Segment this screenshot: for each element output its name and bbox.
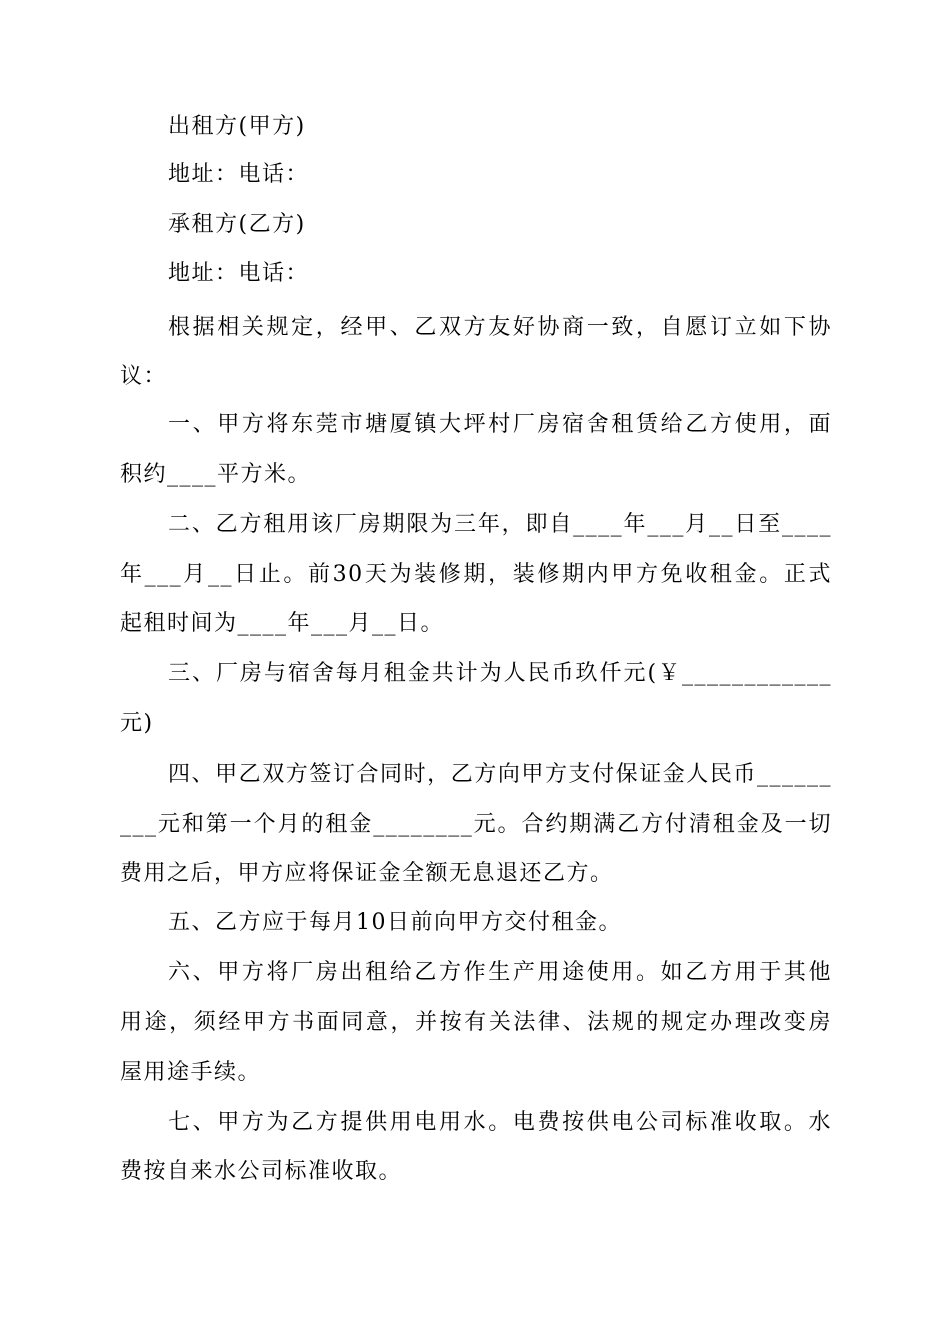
lessee-address-phone: 地址：电话： — [168, 261, 310, 286]
clause-6-line-3: 屋用途手续。 — [120, 1060, 262, 1085]
clause-4-line-1: 四、甲乙双方签订合同时，乙方向甲方支付保证金人民币______ — [168, 762, 832, 787]
clause-6-line-2: 用途，须经甲方书面同意，并按有关法律、法规的规定办理改变房 — [120, 1010, 832, 1035]
clause-7-line-2: 费按自来水公司标准收取。 — [120, 1159, 403, 1184]
clause-3-line-1: 三、厂房与宿舍每月租金共计为人民币玖仟元(￥____________ — [168, 661, 832, 686]
clause-7-line-1: 七、甲方为乙方提供用电用水。电费按供电公司标准收取。水 — [168, 1110, 832, 1135]
clause-1-line-2: 积约____平方米。 — [120, 462, 312, 487]
clause-4-line-2: ___元和第一个月的租金________元。合约期满乙方付清租金及一切 — [120, 812, 832, 837]
lessee-heading: 承租方(乙方) — [168, 212, 306, 237]
preamble-line-1: 根据相关规定，经甲、乙双方友好协商一致，自愿订立如下协 — [168, 315, 832, 340]
lessor-heading: 出租方(甲方) — [168, 114, 306, 139]
clause-2-line-1: 二、乙方租用该厂房期限为三年，即自____年___月__日至____ — [168, 512, 832, 537]
clause-2-line-2: 年___月__日止。前30天为装修期，装修期内甲方免收租金。正式 — [120, 562, 832, 587]
clause-4-line-3: 费用之后，甲方应将保证金全额无息退还乙方。 — [120, 861, 614, 886]
clause-3-line-2: 元) — [120, 711, 154, 736]
clause-6-line-1: 六、甲方将厂房出租给乙方作生产用途使用。如乙方用于其他 — [168, 960, 832, 985]
clause-5: 五、乙方应于每月10日前向甲方交付租金。 — [168, 910, 622, 935]
preamble-line-2: 议： — [120, 364, 168, 389]
clause-1-line-1: 一、甲方将东莞市塘厦镇大坪村厂房宿舍租赁给乙方使用，面 — [168, 412, 832, 437]
lessor-address-phone: 地址：电话： — [168, 162, 310, 187]
clause-2-line-3: 起租时间为____年___月__日。 — [120, 611, 445, 636]
